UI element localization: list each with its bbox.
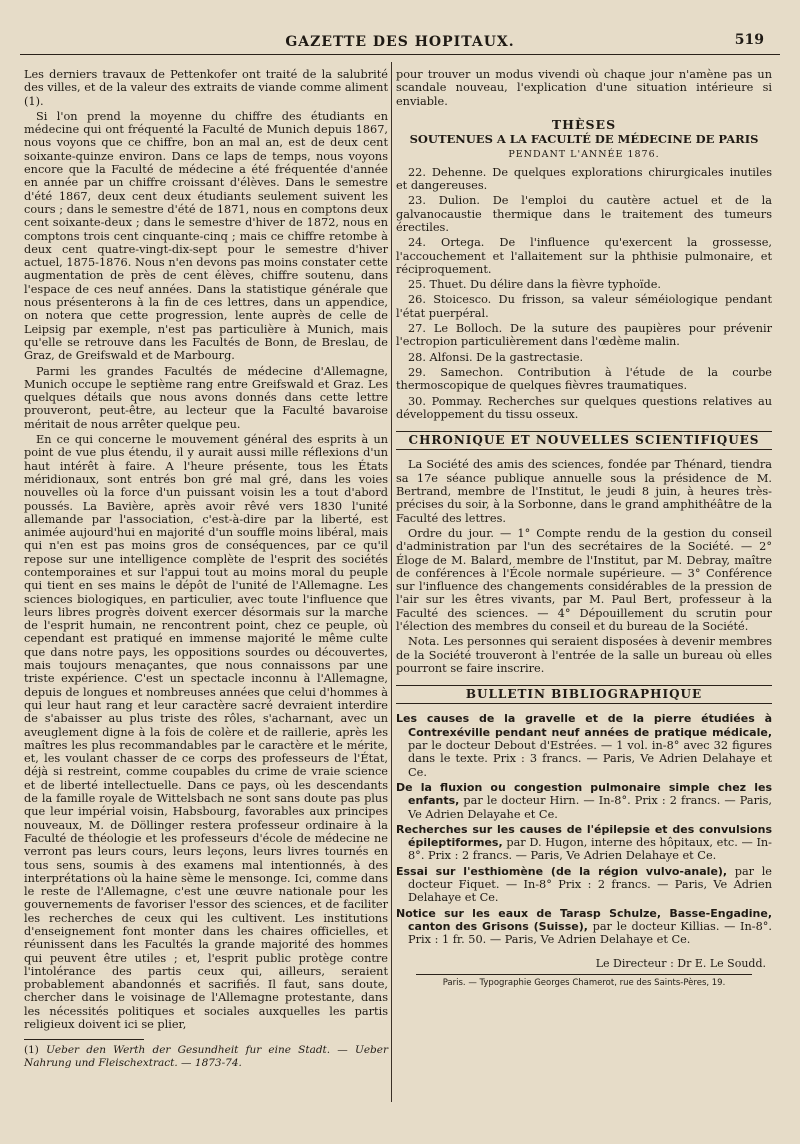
book-details: par D. Hugon, interne des hôpitaux, etc. — In-8°. Prix : 2 francs. — Paris, Ve Adrien Delahaye et Ce. — [408, 836, 772, 863]
director-signature: Le Directeur : Dr E. Le Soudd. — [595, 956, 766, 970]
book-details: par le docteur Killias. — In-8°. Prix : 1 fr. 50. — Paris, Ve Adrien Delahaye et Ce. — [408, 919, 772, 947]
thesis-item: 28. Alfonsi. De la gastrectasie. — [408, 350, 584, 364]
paragraph: Les derniers travaux de Pettenkofer ont traité de la salubrité des villes, et de la valeur des extraits de viande comme aliment (1). — [24, 68, 388, 108]
chronique-title: CHRONIQUE ET NOUVELLES SCIENTIFIQUES — [396, 431, 772, 450]
column-divider — [391, 62, 392, 1102]
journal-title: GAZETTE DES HOPITAUX. — [285, 34, 515, 50]
paragraph: Si l'on prend la moyenne du chiffre des étudiants en médecine qui ont fréquenté la Faculté de Munich depuis 1867, nous voyons que ce chiffre, bon an mal an, est de deux cent soixante-quinze environ. Dans ce laps de temps, nous voyons encore que la Faculté de médecine a été fréquentée d'année en année par un chiffre croissant d'élèves. Dans le semestre d'été 1867, deux cent deux étudiants seulement suivent les cours ; dans le semestre d'été de 1871, nous en comptons deux cent soixante-deux ; dans le semestre d'hiver de 1872, nous en comptons trois cent cinquante-cinq ; mais ce chiffre retombe à deux cent quatre-vingt-dix-sept pour le semestre d'hiver actuel, 1875-1876. Nous n'en devons pas moins constater cette augmentation de près de cent élèves, chiffre soutenu, dans l'espace de ces neuf années. Dans la statistique générale que nous présenterons à la fin de ces lettres, dans un appendice, on notera que cette progression, lente auprès de celle de Leipsig par exemple, n'est pas particulière à Munich, mais qu'elle se retrouve dans les Facultés de Bonn, de Breslau, de Graz, de Greifswald et de Marbourg. — [24, 109, 388, 363]
thesis-item: 23. Dulion. De l'emploi du cautère actuel et de la galvanocaustie thermique dans le traitement des tumeurs érectiles. — [396, 194, 772, 234]
paragraph: Parmi les grandes Facultés de médecine d'Allemagne, Munich occupe le septième rang entre Greifswald et Graz. Les quelques détails que nous avons donnés dans cette lettre prouveront, peut-être, au lecteur que la Faculté bavaroise méritait de nous arrêter quelque peu. — [24, 364, 388, 431]
thesis-item: 24. Ortega. De l'influence qu'exercent la grossesse, l'accouchement et l'allaitement sur la phthisie pulmonaire, et réciproquement. — [396, 236, 772, 276]
footnote-mark: (1) — [24, 1044, 39, 1057]
right-column — [396, 68, 772, 990]
footnote — [24, 1044, 388, 1069]
book-title: Les causes de la gravelle et de la pierre étudiées à Contrexéville pendant neuf années de pratique médicale, — [396, 712, 772, 739]
bibliography-entry — [396, 907, 772, 947]
thesis-item: 22. Dehenne. De quelques explorations chirurgicales inutiles et dangereuses. — [396, 165, 772, 193]
book-details: par le docteur Hirn. — In-8°. Prix : 2 francs. — Paris, Ve Adrien Delayahe et Ce. — [408, 794, 772, 821]
left-column — [24, 68, 388, 1069]
printer-rule — [416, 974, 752, 975]
page-number: 519 — [734, 32, 764, 48]
bibliography-entry — [396, 712, 772, 778]
thesis-item: 26. Stoicesco. Du frisson, sa valeur séméiologique pendant l'état puerpéral. — [396, 293, 772, 320]
thesis-item: 27. Le Bolloch. De la suture des paupières pour prévenir l'ectropion particulièrement dans l'œdème malin. — [396, 322, 772, 349]
bibliography-entry — [396, 823, 772, 863]
theses-list — [396, 166, 772, 421]
thesis-item: 25. Thuet. Du délire dans la fièvre typhoïde. — [408, 278, 661, 292]
bibliography-list — [396, 712, 772, 946]
page-header — [20, 32, 780, 56]
theses-subtitle: SOUTENUES A LA FACULTÉ DE MÉDECINE DE PARIS — [409, 132, 759, 147]
book-details: par le docteur Debout d'Estrées. — 1 vol. in-8° avec 32 figures dans le texte. Prix : 3 francs. — Paris, Ve Adrien Delahaye et Ce. — [408, 739, 772, 779]
book-title: Essai sur l'esthiomène (de la région vulvo-anale), — [396, 864, 728, 878]
book-title: De la fluxion ou congestion pulmonaire simple chez les enfants, — [396, 780, 772, 808]
theses-title: THÈSES — [551, 116, 617, 132]
paragraph: Nota. Les personnes qui seraient disposées à devenir membres de la Société trouveront à l'entrée de la salle un bureau où elles pourront se faire inscrire. — [396, 635, 772, 675]
bibliography-entry — [396, 865, 772, 905]
printer-line: Paris. — Typographie Georges Chamerot, rue des Saints-Pères, 19. — [442, 977, 726, 988]
bibliography-entry — [396, 781, 772, 821]
footnote-rule — [24, 1039, 144, 1040]
theses-year: PENDANT L'ANNÉE 1876. — [508, 149, 660, 161]
thesis-item: 30. Pommay. Recherches sur quelques questions relatives au développement du tissu osseux. — [396, 394, 772, 421]
header-rule — [20, 54, 780, 55]
book-title: Notice sur les eaux de Tarasp Schulze, Basse-Engadine, canton des Grisons (Suisse), — [396, 906, 772, 933]
bulletin-title: BULLETIN BIBLIOGRAPHIQUE — [396, 685, 772, 704]
book-title: Recherches sur les causes de l'épilepsie et des convulsions épileptiformes, — [396, 822, 772, 850]
paragraph: pour trouver un modus vivendi où chaque jour n'amène pas un scandale nouveau, l'explication d'une situation intérieure si enviable. — [396, 68, 772, 108]
footnote-text: Ueber den Werth der Gesundheit fur eine Stadt. — Ueber Nahrung und Fleischextract. — 1873-74. — [24, 1044, 388, 1069]
paragraph: La Société des amis des sciences, fondée par Thénard, tiendra sa 17e séance publique annuelle sous la présidence de M. Bertrand, membre de l'Institut, le jeudi 8 juin, à heures très-précises du soir, à la Sorbonne, dans le grand amphithéâtre de la Faculté des lettres. — [396, 458, 772, 525]
book-details: par le docteur Fiquet. — In-8° Prix : 2 francs. — Paris, Ve Adrien Delahaye et Ce. — [408, 864, 772, 905]
thesis-item: 29. Samechon. Contribution à l'étude de la courbe thermoscopique de quelques fièvres traumatiques. — [396, 365, 772, 393]
order-of-day: Ordre du jour. — 1° Compte rendu de la gestion du conseil d'administration par l'un des secrétaires de la Société. — 2° Éloge de M. Balard, membre de l'Institut, par M. Debray, maître de conférences à l'École normale supérieure. — 3° Conférence sur l'influence des changements considérables de la pression de l'air sur les êtres vivants, par M. Paul Bert, professeur à la Faculté des sciences. — 4° Dépouillement du scrutin pour l'élection des membres du conseil et du bureau de la Société. — [396, 526, 772, 633]
paragraph — [396, 527, 772, 633]
paragraph: En ce qui concerne le mouvement général des esprits à un point de vue plus étendu, il y aurait aussi mille réflexions d'un haut intérêt à faire. A l'heure présente, tous les États méridionaux, sont entrés bon gré mal gré, dans les voies nouvelles où la force d'un puissant voisin les a tout d'abord poussés. La Bavière, après avoir rêvé vers 1830 l'unité allemande par l'association, c'est-à-dire par la liberté, est animée aujourd'hui en majorité d'un souffle moins libéral, mais qui n'en est pas moins gros de conséquences, par ce qu'il repose sur une intelligence complète de l'esprit des sociétés contemporaines et sur l'appui tout au moins moral du peuple qui tient en ses mains le dépôt de l'unité de l'Allemagne. Les sciences biologiques, en particulier, avec toute l'influence que leurs libres progrès doivent exercer désormais sur la marche de l'esprit humain, ne rencontrent point, chez ce peuple, où cependant est pratiqué en immense majorité le même culte que dans notre pays, les oppositions sourdes ou découvertes, mais toujours menaçantes, que nous connaissons par une triste expérience. C'est un spectacle inconnu à l'Allemagne, depuis de longues et nombreuses années que celui d'hommes à qui leur haut rang et leur caractère sacré devraient interdire de s'abaisser au plus triste des rôles, s'acharnant, avec un aveuglement digne à la fois de colère et de raillerie, après les maîtres les plus recommandables par le caractère et le mérite, et, les voulant chasser de ce corps des professeurs de l'État, déjà si restreint, comme coupables du crime de vraie science et de liberté intellectuelle. Dans ce pays, où les descendants de la famille royale de Wittelsbach ne sont sans doute pas plus que leur impérial voisin, Habsbourg, favorables aux principes nouveaux, M. de Döllinger restera professeur ordinaire à la Faculté de théologie et les professeurs d'école de médecine ne verront pas leurs cours, leurs leçons, leurs livres tournés en tous sens, soumis à des examens mal intentionnés, à des interprétations où la haine sème le mensonge. Ici, comme dans le reste de l'Allemagne, c'est une œuvre nationale pour les gouvernements de favoriser l'essor des sciences, et de faciliter les recherches de ceux qui les cultivent. Les institutions d'enseignement font monter dans les chaires officielles, et réunissent dans les Facultés la grande majorité des hommes qui peuvent être utiles ; et, l'esprit public protège contre l'intolérance des partis ceux qui, ailleurs, seraient probablement abandonnés et sacrifiés. Il faut, sans doute, chercher dans le voisinage de l'Allemagne protestante, dans les nécessités politiques et sociales auxquelles les partis religieux doivent ici se plier, — [24, 433, 388, 1032]
